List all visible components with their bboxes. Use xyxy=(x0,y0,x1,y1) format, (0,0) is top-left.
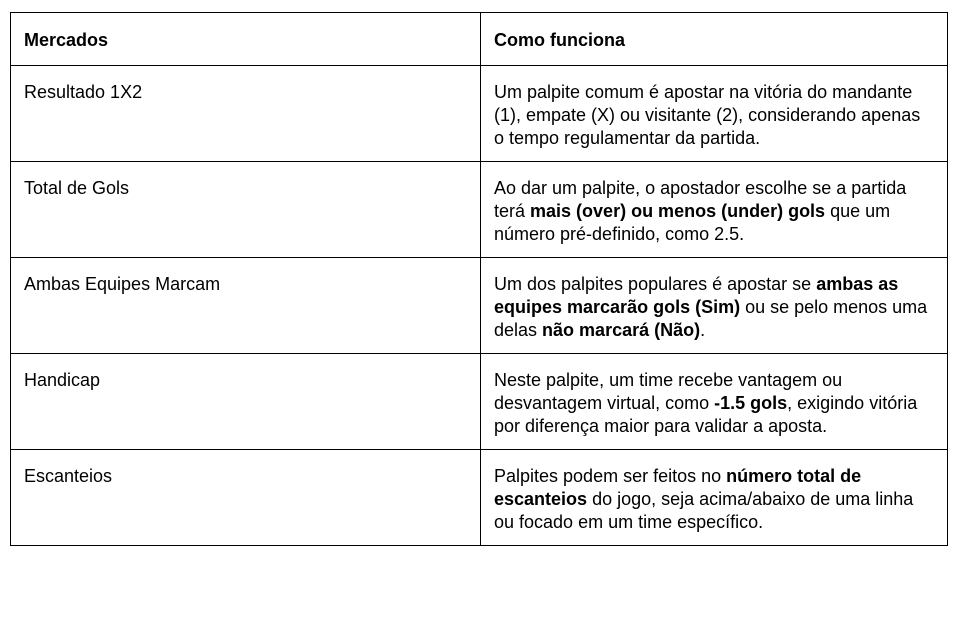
market-name: Handicap xyxy=(11,354,481,450)
market-description xyxy=(481,66,948,162)
description-text: Ao dar um palpite, o apostador escolhe se a partida terá xyxy=(494,178,907,221)
table-header-row xyxy=(11,13,948,66)
market-name: Ambas Equipes Marcam xyxy=(11,258,481,354)
description-text: Um palpite comum é apostar na vitória do mandante (1), empate (X) ou visitante (2), considerando apenas o tempo regulamentar da partida. xyxy=(494,82,921,148)
description-text: ou se pelo menos uma delas xyxy=(494,297,928,340)
description-bold-text: -1.5 gols xyxy=(714,393,788,413)
table-row xyxy=(11,66,948,162)
description-bold-text: mais (over) ou menos (under) gols xyxy=(530,201,826,221)
markets-table xyxy=(10,12,948,546)
market-description xyxy=(481,162,948,258)
description-text: . xyxy=(700,320,706,340)
table-row xyxy=(11,354,948,450)
description-bold-text: não marcará (Não) xyxy=(542,320,701,340)
description-text: Um dos palpites populares é apostar se xyxy=(494,274,817,294)
market-description xyxy=(481,450,948,546)
table-row xyxy=(11,450,948,546)
table-row xyxy=(11,258,948,354)
table-body xyxy=(11,66,948,546)
description-text: Palpites podem ser feitos no xyxy=(494,466,727,486)
description-text: que um número pré-definido, como 2.5. xyxy=(494,201,891,244)
market-name: Resultado 1X2 xyxy=(11,66,481,162)
description-text: , exigindo vitória por diferença maior para validar a aposta. xyxy=(494,393,918,436)
header-how-it-works: Como funciona xyxy=(481,13,948,66)
description-bold-text: ambas as equipes marcarão gols (Sim) xyxy=(494,274,899,317)
market-name: Total de Gols xyxy=(11,162,481,258)
header-markets: Mercados xyxy=(11,13,481,66)
table-row xyxy=(11,162,948,258)
description-text: Neste palpite, um time recebe vantagem ou desvantagem virtual, como xyxy=(494,370,843,413)
description-text: do jogo, seja acima/abaixo de uma linha ou focado em um time específico. xyxy=(494,489,914,532)
market-description xyxy=(481,258,948,354)
market-name: Escanteios xyxy=(11,450,481,546)
market-description xyxy=(481,354,948,450)
description-bold-text: número total de escanteios xyxy=(494,466,862,509)
